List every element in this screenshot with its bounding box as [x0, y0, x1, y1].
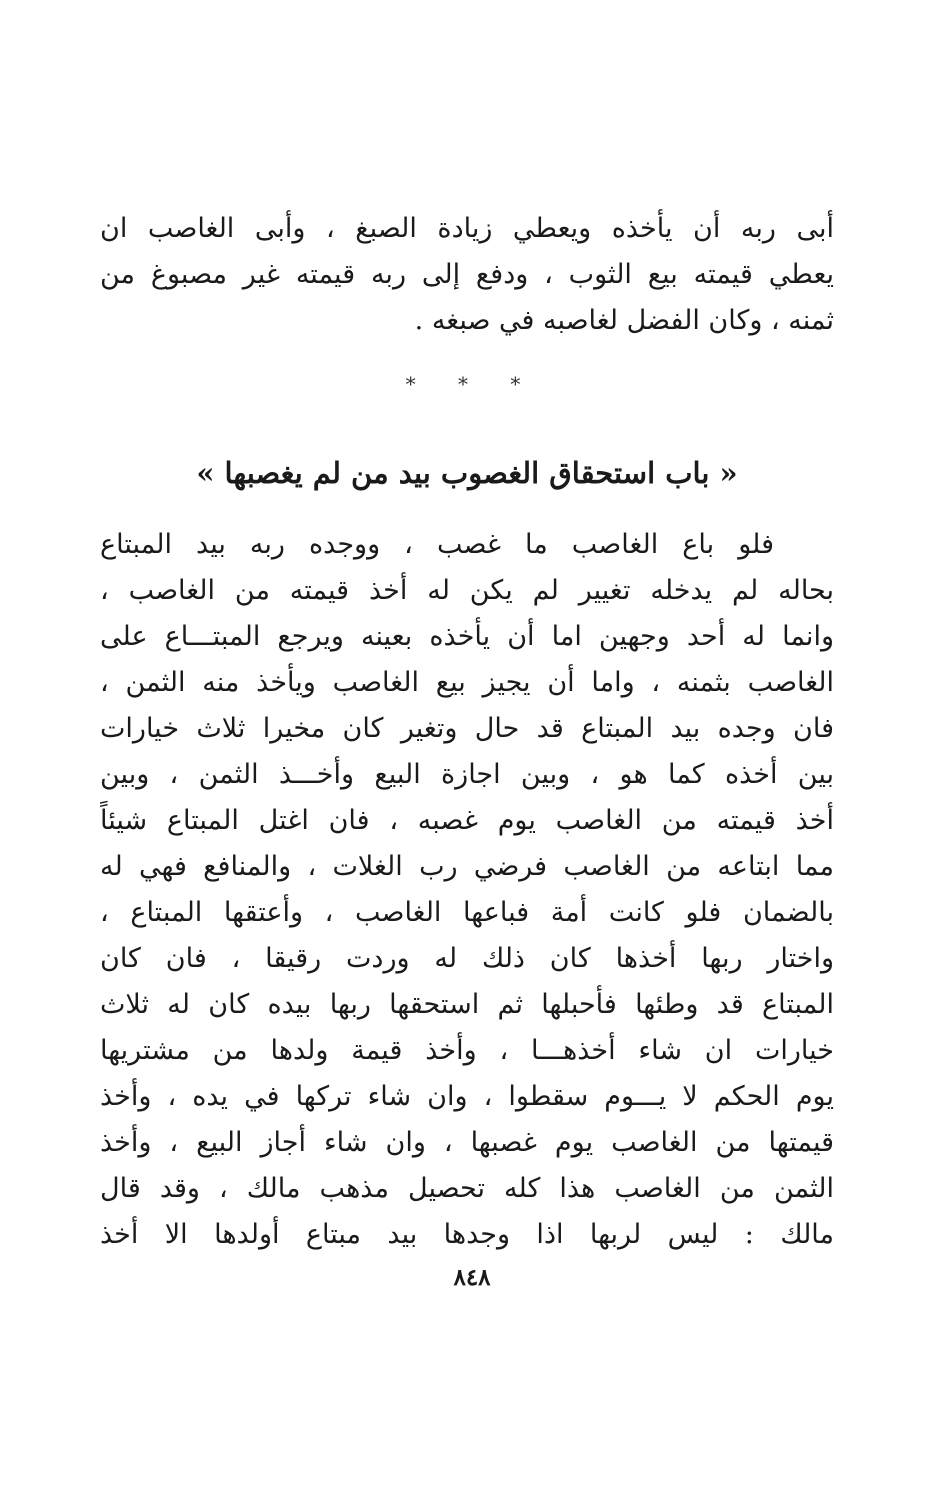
text-line: بالضمان فلو كانت أمة فباعها الغاصب ، وأعتقها المبتاع ، [100, 897, 834, 928]
text-line: خيارات ان شاء أخذهـــا ، وأخذ قيمة ولدها من مشتريها [100, 1035, 834, 1066]
section-separator: * * * [405, 372, 539, 396]
text-line: فان وجده بيد المبتاع قد حال وتغير كان مخيرا ثلاث خيارات [100, 713, 834, 744]
text-line: مالك : ليس لربها اذا وجدها بيد مبتاع أولدها الا أخذ [100, 1219, 834, 1250]
text-line: واختار ربها أخذها كان ذلك له وردت رقيقا ، فان كان [100, 943, 834, 974]
text-line: الغاصب بثمنه ، واما أن يجيز بيع الغاصب ويأخذ منه الثمن ، [100, 667, 834, 698]
text-line: بحاله لم يدخله تغيير لم يكن له أخذ قيمته من الغاصب ، [100, 575, 834, 606]
text-line: يوم الحكم لا يـــوم سقطوا ، وان شاء تركها في يده ، وأخذ [100, 1081, 834, 1112]
text-line: يعطي قيمته بيع الثوب ، ودفع إلى ربه قيمته غير مصبوغ من [100, 259, 834, 290]
text-line: مما ابتاعه من الغاصب فرضي رب الغلات ، والمنافع فهي له [100, 851, 834, 882]
chapter-heading: « باب استحقاق الغصوب بيد من لم يغصبها » [196, 456, 738, 490]
page-number: ٨٤٨ [453, 1264, 491, 1291]
text-line: قيمتها من الغاصب يوم غصبها ، وان شاء أجاز البيع ، وأخذ [100, 1127, 834, 1158]
text-line: أخذ قيمته من الغاصب يوم غصبه ، فان اغتل المبتاع شيئاً [100, 805, 834, 836]
text-line: أبى ربه أن يأخذه ويعطي زيادة الصبغ ، وأبى الغاصب ان [100, 213, 834, 244]
text-line: المبتاع قد وطئها فأحبلها ثم استحقها ربها بيده كان له ثلاث [100, 989, 834, 1020]
text-line: بين أخذه كما هو ، وبين اجازة البيع وأخـــذ الثمن ، وبين [100, 759, 834, 790]
intro-paragraph [100, 206, 834, 344]
text-line: وانما له أحد وجهين اما أن يأخذه بعينه ويرجع المبتـــاع على [100, 621, 834, 652]
text-line: ثمنه ، وكان الفضل لغاصبه في صبغه . [414, 305, 834, 336]
text-line: الثمن من الغاصب هذا كله تحصيل مذهب مالك ، وقد قال [100, 1173, 834, 1204]
text-line: فلو باع الغاصب ما غصب ، ووجده ربه بيد المبتاع [100, 529, 774, 560]
body-paragraph [100, 522, 834, 1258]
